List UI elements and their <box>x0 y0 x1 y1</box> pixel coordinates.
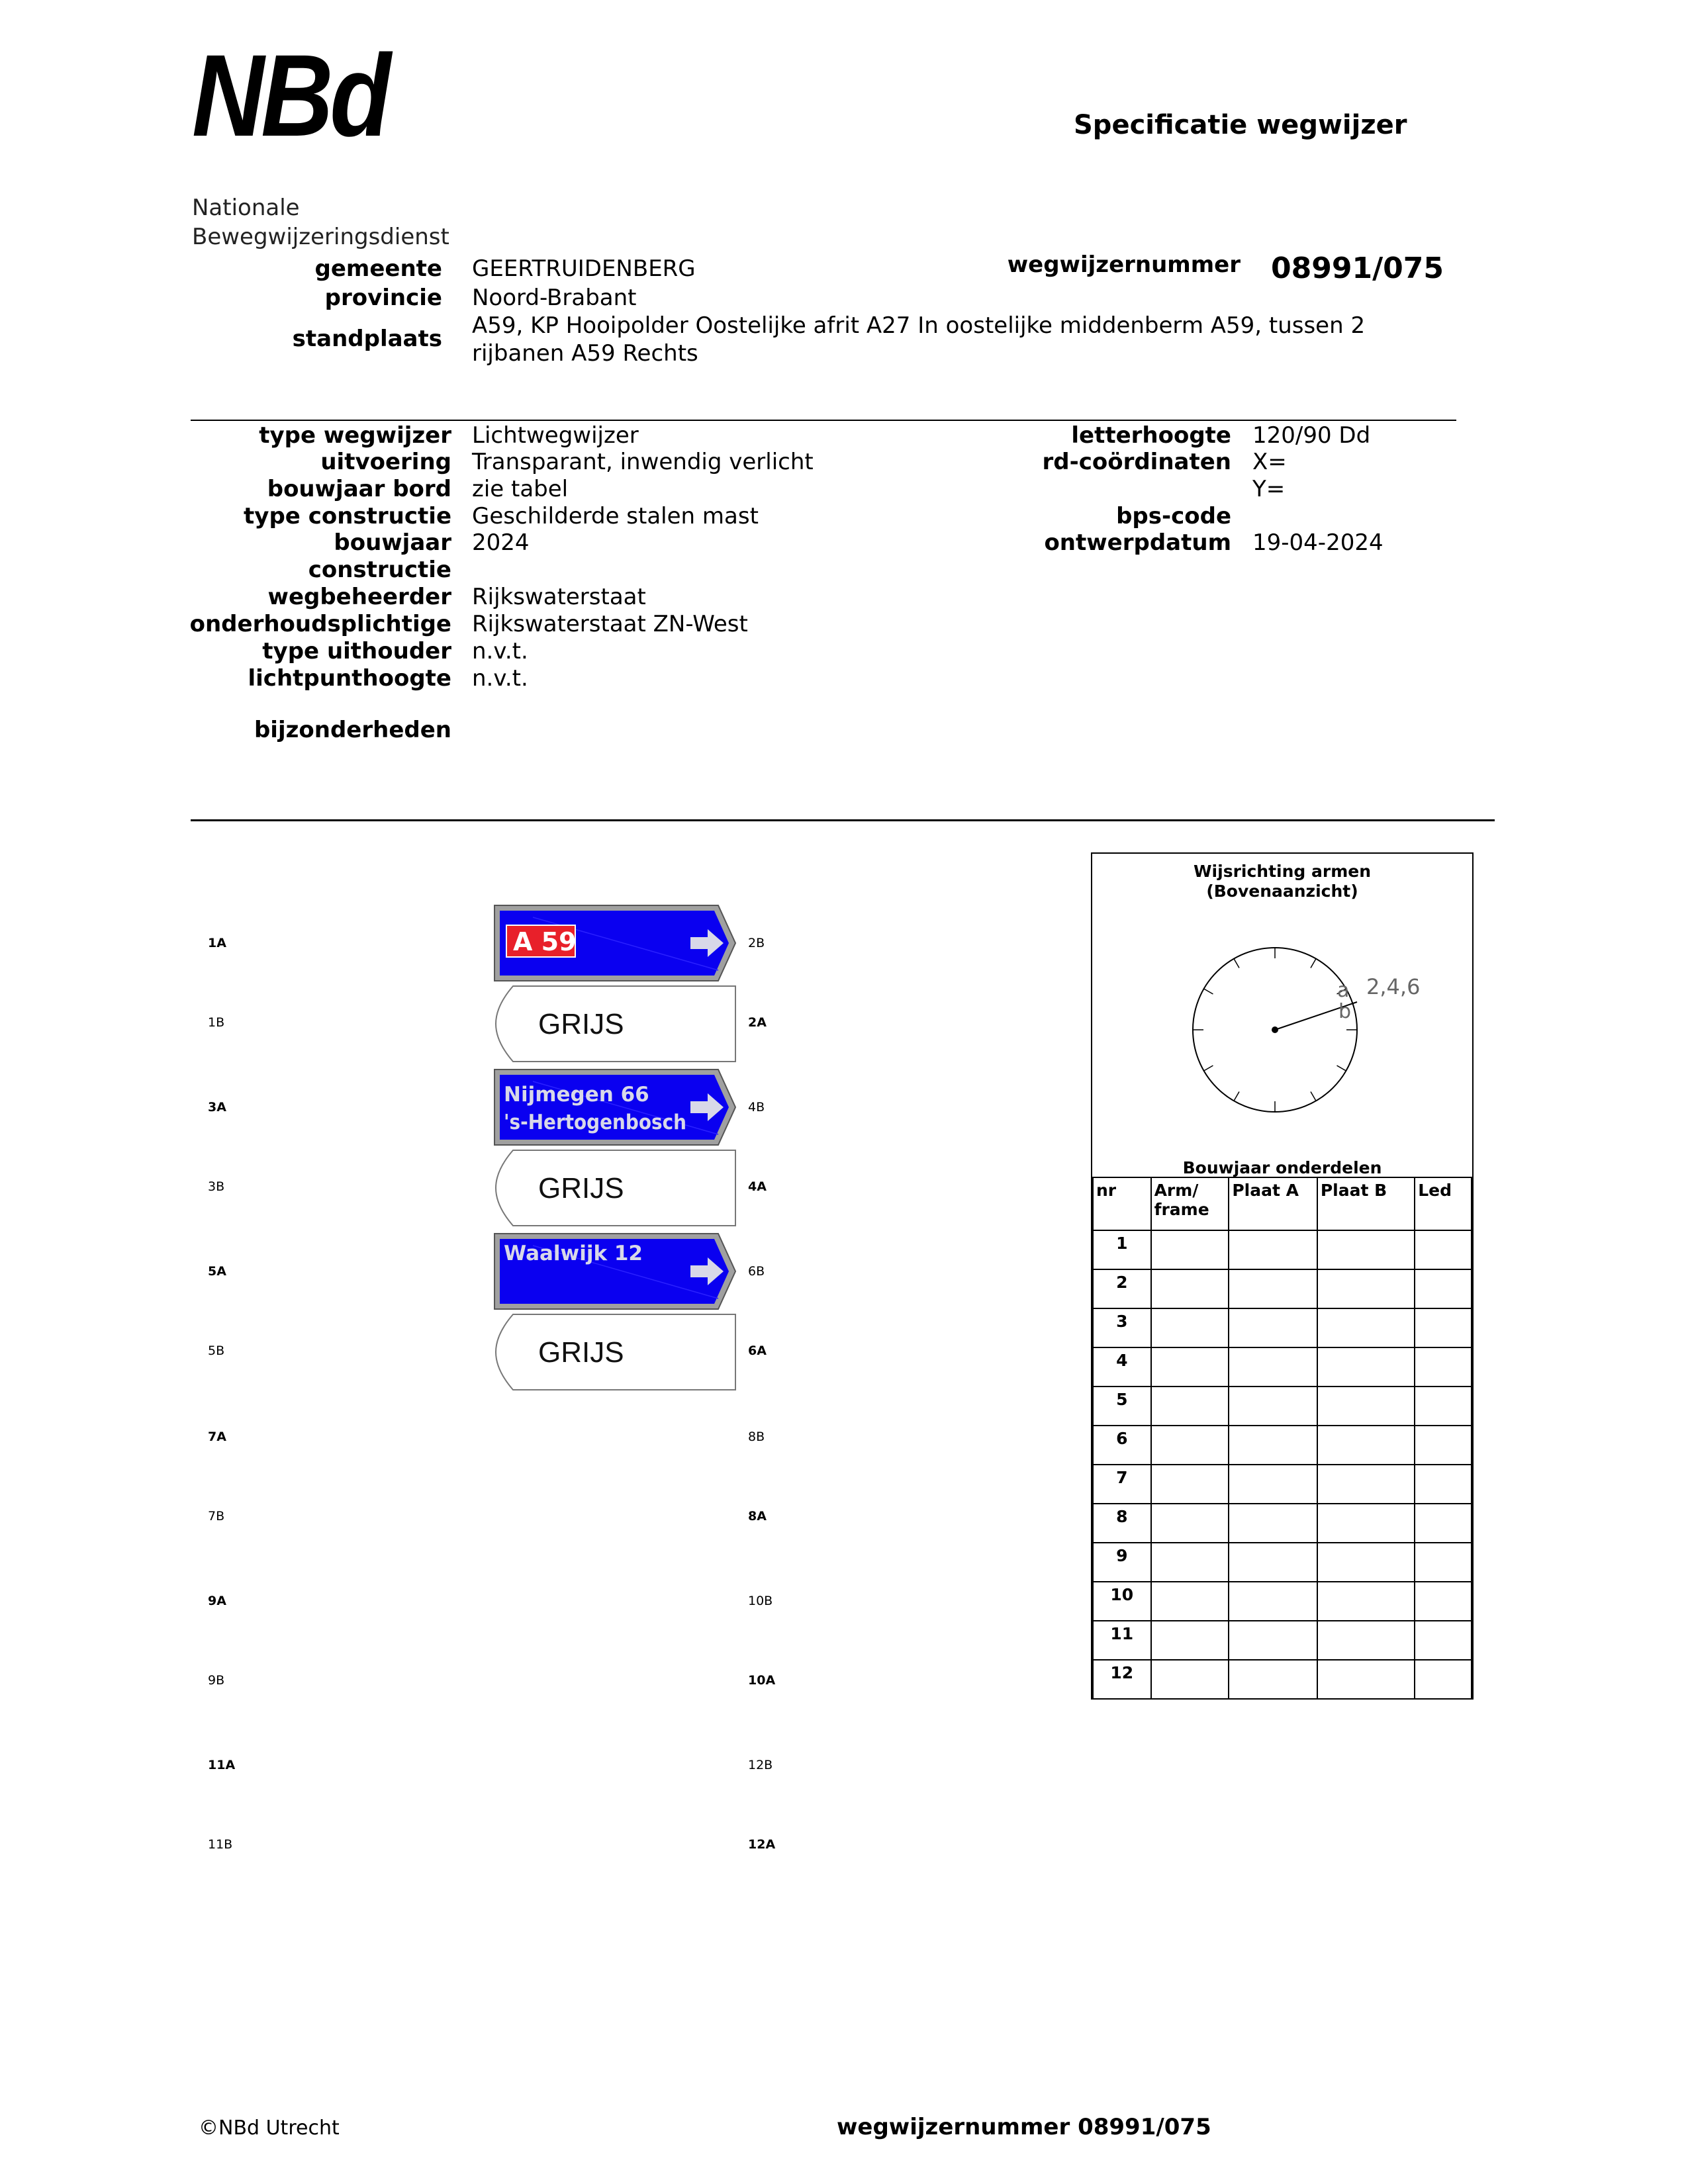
spec-value: n.v.t. <box>472 638 528 664</box>
compass-tick <box>1311 959 1316 968</box>
standplaats-label: standplaats <box>292 326 442 352</box>
row-code: 5A <box>208 1264 226 1279</box>
compass-panel <box>1091 852 1474 1700</box>
bouwjaar-cell <box>1317 1660 1415 1699</box>
bouwjaar-row-number: 6 <box>1093 1426 1151 1465</box>
bouwjaar-cell <box>1415 1426 1472 1465</box>
logo-mark: NBd <box>192 31 388 161</box>
bouwjaar-cell <box>1415 1465 1472 1504</box>
spec-label: wegbeheerder <box>267 584 451 610</box>
route-number: A 59 <box>513 927 577 956</box>
bouwjaar-cell <box>1229 1582 1317 1621</box>
bouwjaar-cell <box>1317 1269 1415 1308</box>
gemeente-label: gemeente <box>314 255 442 282</box>
bouwjaar-row <box>1093 1465 1472 1504</box>
compass-tick <box>1234 959 1239 968</box>
bouwjaar-cell <box>1229 1543 1317 1582</box>
sign-blue-panel <box>493 904 737 982</box>
compass-center <box>1272 1026 1278 1033</box>
bouwjaar-row-number: 3 <box>1093 1308 1151 1347</box>
footer-wegwijzernummer: wegwijzernummer 08991/075 <box>837 2114 1211 2140</box>
wegwijzernummer-label: wegwijzernummer <box>1007 251 1241 278</box>
bouwjaar-row <box>1093 1269 1472 1308</box>
bouwjaar-cell <box>1317 1465 1415 1504</box>
row-code: 8A <box>748 1509 767 1524</box>
provincie-value: Noord-Brabant <box>472 285 637 311</box>
spec-value: n.v.t. <box>472 665 528 692</box>
row-code: 12B <box>748 1758 773 1772</box>
compass-arm-a: a <box>1337 979 1350 1002</box>
bouwjaar-row-number: 9 <box>1093 1543 1151 1582</box>
compass-arm-label: 2,4,6 <box>1366 974 1421 999</box>
bouwjaar-cell <box>1317 1582 1415 1621</box>
bouwjaar-row <box>1093 1230 1472 1269</box>
bouwjaar-cell <box>1415 1269 1472 1308</box>
compass-dial <box>1192 938 1421 1137</box>
bouwjaar-cell <box>1151 1347 1229 1387</box>
row-code: 10B <box>748 1594 773 1608</box>
spec-label: type constructie <box>244 503 451 529</box>
spec-value: zie tabel <box>472 476 569 502</box>
spec-value: Geschilderde stalen mast <box>472 503 759 529</box>
bouwjaar-cell <box>1151 1543 1229 1582</box>
grijs-text: GRIJS <box>538 1172 624 1205</box>
destination-line-2: 's-Hertogenbosch <box>504 1111 686 1134</box>
compass-tick <box>1204 989 1213 994</box>
bouwjaar-cell <box>1415 1621 1472 1660</box>
spec-label: onderhoudsplichtige <box>189 611 451 637</box>
bouwjaar-cell <box>1229 1465 1317 1504</box>
spec-value: 2024 <box>472 529 530 556</box>
rd-y: Y= <box>1252 476 1286 502</box>
sign-grijs-panel <box>493 985 737 1063</box>
row-code: 6B <box>748 1264 765 1279</box>
row-code: 8B <box>748 1430 765 1444</box>
compass-tick <box>1337 1066 1346 1071</box>
compass-title <box>1092 862 1472 901</box>
rd-x: X= <box>1252 449 1287 475</box>
bouwjaar-row <box>1093 1308 1472 1347</box>
compass-title-line-1: Wijsrichting armen <box>1193 862 1372 881</box>
spec-value: Lichtwegwijzer <box>472 422 639 449</box>
bouwjaar-cell <box>1229 1426 1317 1465</box>
bouwjaar-cell <box>1317 1543 1415 1582</box>
document-title: Specificatie wegwijzer <box>1074 110 1407 140</box>
row-code: 4A <box>748 1179 767 1194</box>
sign-blue-panel <box>493 1232 737 1310</box>
bouwjaar-cell <box>1317 1426 1415 1465</box>
bouwjaar-row <box>1093 1582 1472 1621</box>
sign-grijs-panel <box>493 1313 737 1391</box>
bouwjaar-row-number: 11 <box>1093 1621 1151 1660</box>
bouwjaar-cell <box>1229 1347 1317 1387</box>
compass-arm-b: b <box>1338 1000 1352 1023</box>
bouwjaar-cell <box>1151 1230 1229 1269</box>
bouwjaar-cell <box>1415 1387 1472 1426</box>
bouwjaar-table <box>1092 1177 1472 1700</box>
row-code: 2B <box>748 936 765 950</box>
spec-value: Transparant, inwendig verlicht <box>472 449 814 475</box>
row-code: 1A <box>208 936 226 950</box>
bouwjaar-cell <box>1229 1308 1317 1347</box>
bouwjaar-row-number: 12 <box>1093 1660 1151 1699</box>
ontwerpdatum-label: ontwerpdatum <box>1044 529 1231 556</box>
bouwjaar-cell <box>1229 1230 1317 1269</box>
rd-label: rd-coördinaten <box>1042 449 1231 475</box>
row-code: 6A <box>748 1343 767 1358</box>
bouwjaar-cell <box>1317 1621 1415 1660</box>
row-code: 1B <box>208 1015 225 1030</box>
row-code: 10A <box>748 1673 776 1688</box>
bouwjaar-cell <box>1415 1230 1472 1269</box>
bouwjaar-row-number: 7 <box>1093 1465 1151 1504</box>
row-code: 9B <box>208 1673 225 1688</box>
bouwjaar-cell <box>1151 1504 1229 1543</box>
bouwjaar-cell <box>1415 1543 1472 1582</box>
spec-label: type uithouder <box>262 638 451 664</box>
footer-copyright: ©NBd Utrecht <box>199 2116 340 2140</box>
row-code: 11B <box>208 1837 233 1852</box>
bouwjaar-cell <box>1415 1308 1472 1347</box>
bouwjaar-row <box>1093 1347 1472 1387</box>
spec-label: bouwjaar <box>334 529 451 556</box>
compass-tick <box>1204 1066 1213 1071</box>
spec-label: bouwjaar bord <box>267 476 451 502</box>
spec-value: Rijkswaterstaat ZN-West <box>472 611 748 637</box>
divider-bottom <box>191 819 1495 821</box>
standplaats-line-1: A59, KP Hooipolder Oostelijke afrit A27 In oostelijke middenberm A59, tussen 2 <box>472 312 1366 339</box>
bouwjaar-header: Plaat A <box>1229 1177 1317 1230</box>
bouwjaar-row <box>1093 1387 1472 1426</box>
bouwjaar-row-number: 4 <box>1093 1347 1151 1387</box>
bouwjaar-header: Arm/ frame <box>1151 1177 1229 1230</box>
bouwjaar-cell <box>1151 1308 1229 1347</box>
bijzonderheden-label: bijzonderheden <box>254 717 451 743</box>
bouwjaar-row <box>1093 1621 1472 1660</box>
row-code: 3B <box>208 1179 225 1194</box>
row-code: 12A <box>748 1837 776 1852</box>
bouwjaar-row-number: 8 <box>1093 1504 1151 1543</box>
row-code: 11A <box>208 1758 236 1772</box>
bouwjaar-row <box>1093 1543 1472 1582</box>
divider-top <box>191 420 1456 421</box>
row-code: 7B <box>208 1509 225 1524</box>
row-code: 7A <box>208 1430 226 1444</box>
sign-grijs-panel <box>493 1149 737 1227</box>
compass-tick <box>1311 1092 1316 1101</box>
grijs-text: GRIJS <box>538 1336 624 1369</box>
bouwjaar-cell <box>1229 1387 1317 1426</box>
standplaats-line-2: rijbanen A59 Rechts <box>472 340 698 367</box>
destination-line-1: Nijmegen 66 <box>504 1083 649 1107</box>
bouwjaar-cell <box>1415 1582 1472 1621</box>
spec-label: constructie <box>308 557 451 583</box>
spec-label: type wegwijzer <box>259 422 451 449</box>
bouwjaar-row-number: 10 <box>1093 1582 1151 1621</box>
bouwjaar-cell <box>1229 1621 1317 1660</box>
wegwijzernummer-value: 08991/075 <box>1271 251 1444 285</box>
row-code: 4B <box>748 1100 765 1115</box>
bouwjaar-row-number: 5 <box>1093 1387 1151 1426</box>
spec-value: Rijkswaterstaat <box>472 584 646 610</box>
bouwjaar-cell <box>1229 1269 1317 1308</box>
bouwjaar-cell <box>1151 1660 1229 1699</box>
bouwjaar-header: Plaat B <box>1317 1177 1415 1230</box>
ontwerpdatum-value: 19-04-2024 <box>1252 529 1383 556</box>
row-code: 2A <box>748 1015 767 1030</box>
bouwjaar-cell <box>1317 1230 1415 1269</box>
bouwjaar-cell <box>1151 1621 1229 1660</box>
bouwjaar-cell <box>1317 1347 1415 1387</box>
bouwjaar-row <box>1093 1426 1472 1465</box>
bouwjaar-cell <box>1151 1387 1229 1426</box>
row-code: 5B <box>208 1343 225 1358</box>
bouwjaar-cell <box>1415 1504 1472 1543</box>
letterhoogte-label: letterhoogte <box>1071 422 1231 449</box>
bouwjaar-cell <box>1317 1308 1415 1347</box>
bouwjaar-cell <box>1317 1387 1415 1426</box>
letterhoogte-value: 120/90 Dd <box>1252 422 1371 449</box>
bouwjaar-cell <box>1151 1465 1229 1504</box>
spec-label: lichtpunthoogte <box>248 665 451 692</box>
bouwjaar-row-number: 1 <box>1093 1230 1151 1269</box>
row-code: 3A <box>208 1100 226 1115</box>
row-code: 9A <box>208 1594 226 1608</box>
bouwjaar-cell <box>1415 1347 1472 1387</box>
bps-label: bps-code <box>1116 503 1231 529</box>
bouwjaar-cell <box>1229 1504 1317 1543</box>
nbd-logo <box>192 31 449 251</box>
destination-line-1: Waalwijk 12 <box>504 1242 643 1265</box>
grijs-text: GRIJS <box>538 1008 624 1040</box>
bouwjaar-cell <box>1317 1504 1415 1543</box>
bouwjaar-header: Led <box>1415 1177 1472 1230</box>
sign-blue-panel <box>493 1068 737 1146</box>
gemeente-value: GEERTRUIDENBERG <box>472 255 696 282</box>
bouwjaar-cell <box>1229 1660 1317 1699</box>
bouwjaar-caption: Bouwjaar onderdelen <box>1182 1158 1382 1177</box>
bouwjaar-cell <box>1151 1582 1229 1621</box>
spec-label: uitvoering <box>320 449 451 475</box>
bouwjaar-header: nr <box>1093 1177 1151 1230</box>
logo-line-1: Nationale <box>192 195 300 221</box>
bouwjaar-cell <box>1151 1269 1229 1308</box>
bouwjaar-cell <box>1415 1660 1472 1699</box>
logo-line-2: Bewegwijzeringsdienst <box>192 224 449 250</box>
bouwjaar-row-number: 2 <box>1093 1269 1151 1308</box>
provincie-label: provincie <box>324 285 442 311</box>
bouwjaar-row <box>1093 1660 1472 1699</box>
compass-tick <box>1234 1092 1239 1101</box>
bouwjaar-row <box>1093 1504 1472 1543</box>
bouwjaar-cell <box>1151 1426 1229 1465</box>
compass-title-line-2: (Bovenaanzicht) <box>1206 882 1358 901</box>
